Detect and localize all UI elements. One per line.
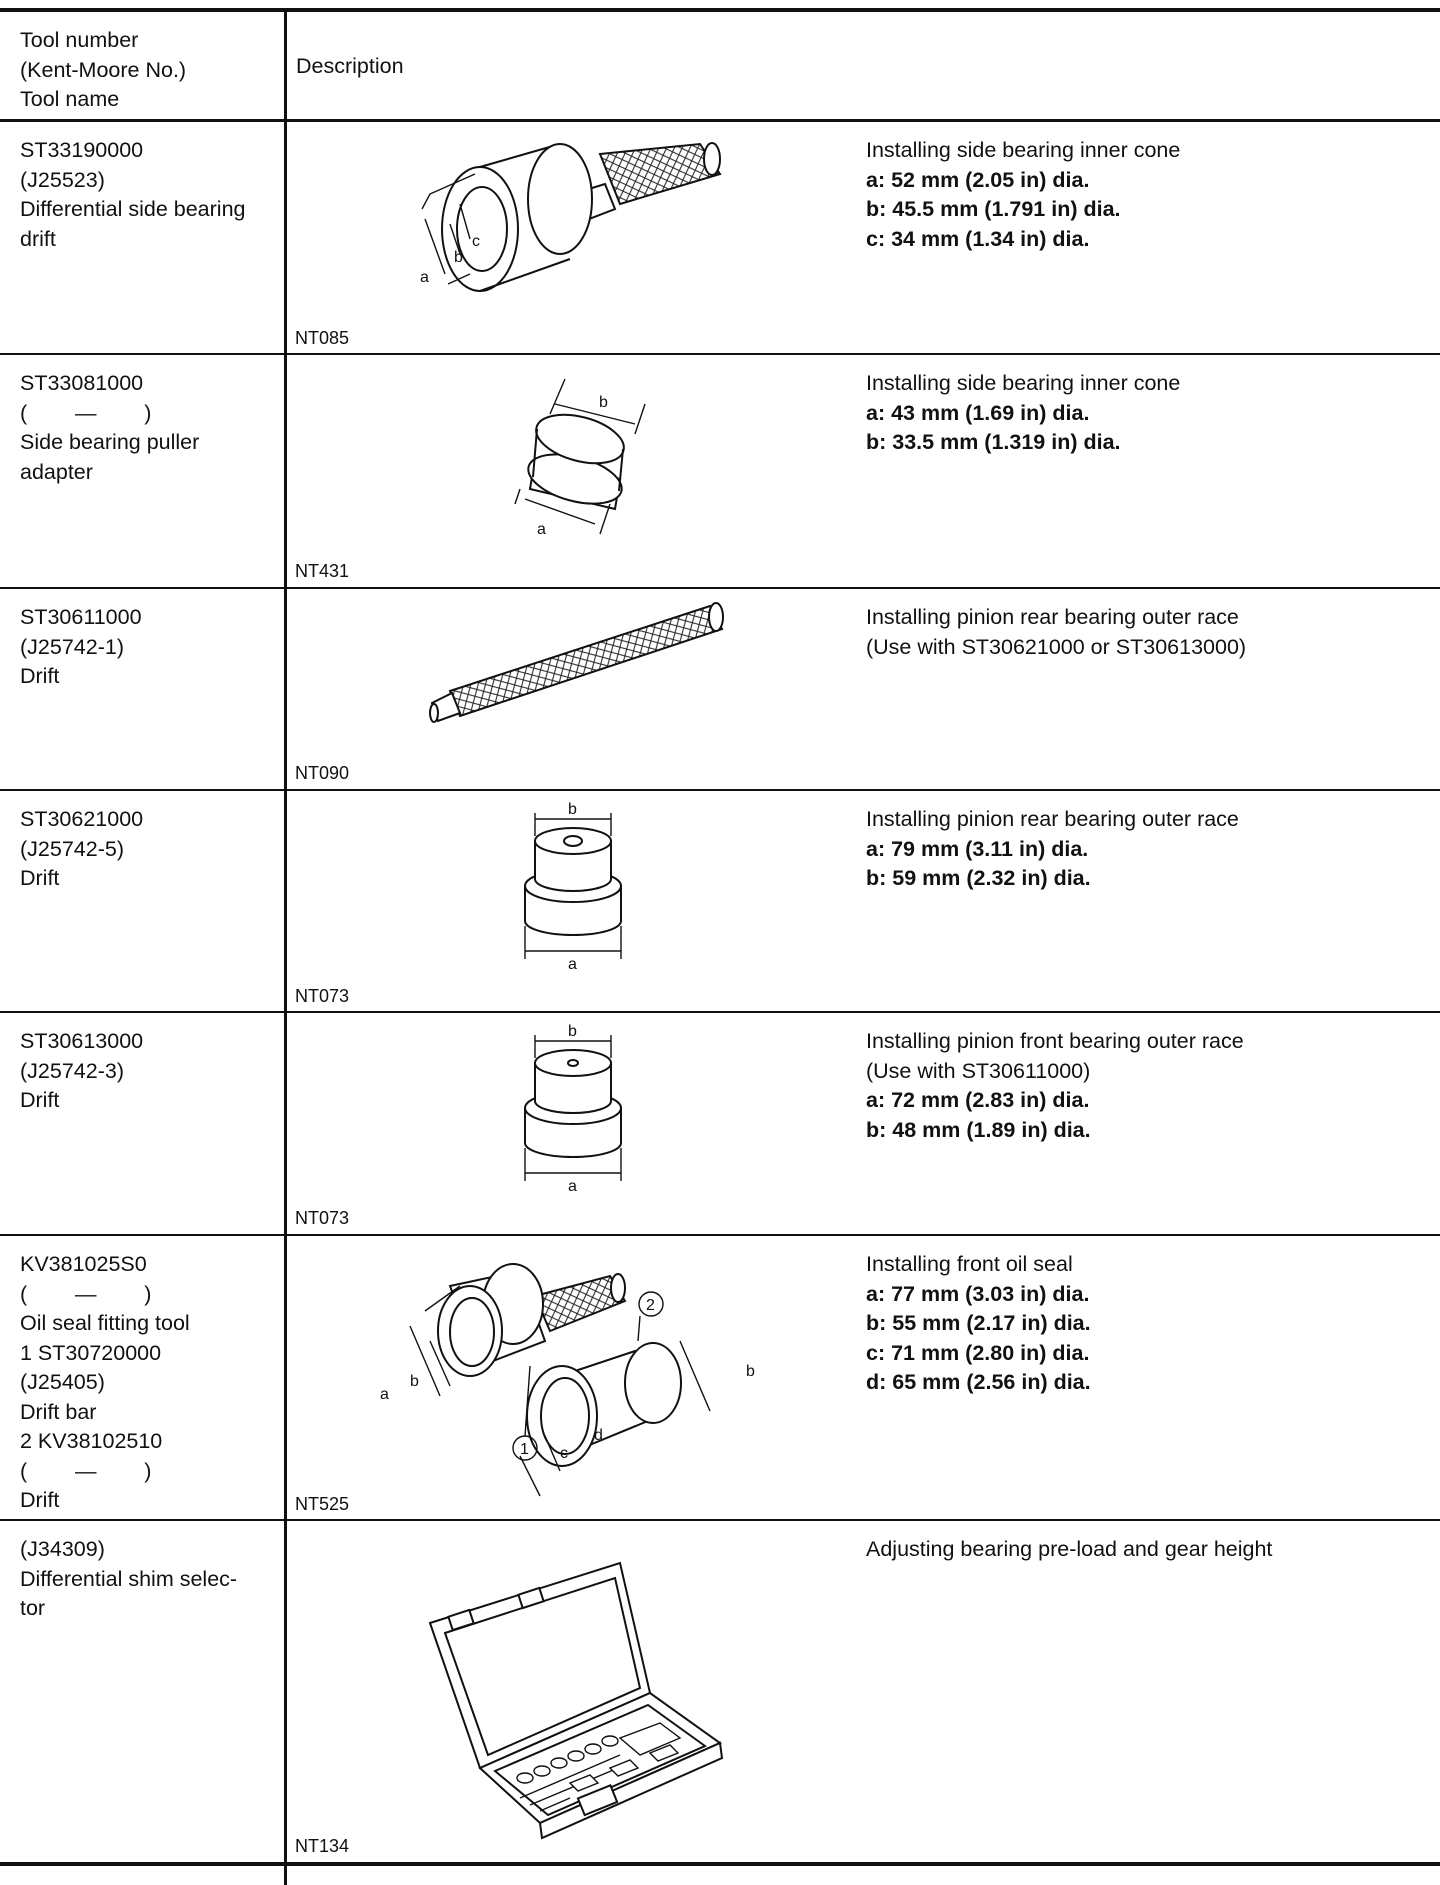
side-bearing-drift-illustration: [400, 134, 740, 334]
tool-number: ST33190000: [20, 138, 144, 162]
description-cell: [866, 1250, 1091, 1398]
tool-name: Differential side bearing: [20, 197, 246, 221]
dimension-spec: d: 65 mm (2.56 in) dia.: [866, 1370, 1091, 1394]
dimension-spec: a: 79 mm (3.11 in) dia.: [866, 836, 1089, 861]
kent-moore-number: (J25405): [20, 1370, 105, 1394]
table-header: [0, 12, 1440, 119]
header-kent-moore: (Kent-Moore No.): [20, 57, 187, 82]
tool-name: adapter: [20, 459, 93, 484]
table-row: [0, 1013, 1440, 1234]
description-text: Installing pinion rear bearing outer race: [866, 807, 1239, 831]
figure-code: NT525: [295, 1494, 350, 1514]
description-cell: [866, 1535, 1272, 1565]
description-text: Adjusting bearing pre-load and gear height: [866, 1537, 1273, 1561]
kent-moore-number: ( — ): [20, 400, 152, 425]
description-cell: [866, 1027, 1244, 1145]
header-tool-name: Tool name: [20, 87, 120, 111]
description-text: (Use with ST30621000 or ST30613000): [866, 634, 1247, 659]
table-row: [0, 1236, 1440, 1519]
tool-number: KV381025S0: [20, 1252, 147, 1276]
kent-moore-number: (J25742-5): [20, 836, 124, 861]
table-row: [0, 122, 1440, 353]
dimension-label-b: b: [568, 1023, 577, 1040]
dimension-label-b: b: [568, 801, 577, 818]
description-text: (Use with ST30611000): [866, 1058, 1091, 1083]
tool-number: 1 ST30720000: [20, 1340, 162, 1365]
tool-name: Differential shim selec-: [20, 1566, 238, 1591]
stepped-drift-illustration: [510, 801, 640, 976]
tool-number: ST33081000: [20, 371, 144, 395]
dimension-spec: b: 45.5 mm (1.791 in) dia.: [866, 197, 1121, 221]
side-bearing-puller-adapter-illustration: [495, 369, 665, 554]
tool-name: Drift: [20, 866, 60, 890]
tool-name: tor: [20, 1596, 46, 1620]
dimension-spec: a: 77 mm (3.03 in) dia.: [866, 1281, 1090, 1306]
figure-code: NT073: [295, 1208, 350, 1228]
description-cell: [866, 369, 1180, 458]
table-row: [0, 355, 1440, 587]
table-row: [0, 589, 1440, 789]
description-cell: [866, 805, 1239, 894]
figure-code: NT431: [295, 561, 350, 581]
kent-moore-number: ( — ): [20, 1281, 152, 1306]
tool-name: Drift bar: [20, 1399, 97, 1424]
dimension-spec: a: 52 mm (2.05 in) dia.: [866, 167, 1090, 192]
tool-number: ST30611000: [20, 605, 142, 629]
figure-code: NT085: [295, 328, 350, 348]
dimension-label-a: a: [568, 1178, 577, 1195]
tool-cell: [20, 369, 275, 487]
description-text: Installing pinion front bearing outer race: [866, 1029, 1244, 1053]
header-tool-column: [20, 26, 275, 115]
dimension-label-c: c: [560, 1445, 568, 1462]
description-cell: [866, 136, 1180, 254]
oil-seal-fitting-tool-illustration: [370, 1256, 770, 1496]
tool-cell: [20, 805, 275, 894]
header-tool-number: Tool number: [20, 28, 139, 52]
dimension-label-b: b: [410, 1373, 419, 1390]
header-description: Description: [296, 54, 404, 78]
tool-number: ST30613000: [20, 1029, 144, 1053]
dimension-label-a: a: [537, 521, 546, 538]
description-cell: [866, 603, 1246, 662]
dimension-spec: c: 71 mm (2.80 in) dia.: [866, 1340, 1090, 1365]
figure-code: NT134: [295, 1836, 350, 1856]
kent-moore-number: (J25742-3): [20, 1058, 124, 1083]
dimension-label-a: a: [420, 269, 429, 286]
tool-name: Drift: [20, 1088, 60, 1112]
kent-moore-number: (J25742-1): [20, 634, 124, 659]
dimension-label-c: c: [472, 233, 480, 250]
description-text: Installing front oil seal: [866, 1252, 1073, 1276]
tool-name: drift: [20, 226, 56, 251]
tool-number: ST30621000: [20, 807, 144, 831]
description-text: Installing pinion rear bearing outer race: [866, 605, 1239, 629]
shim-selector-case-illustration: [420, 1543, 730, 1843]
dimension-spec: b: 59 mm (2.32 in) dia.: [866, 866, 1091, 890]
figure-code: NT073: [295, 986, 350, 1006]
dimension-label-b: b: [746, 1363, 755, 1380]
stepped-drift-illustration: [510, 1023, 640, 1198]
tool-cell: [20, 1027, 275, 1116]
tool-cell: [20, 136, 275, 254]
dimension-spec: a: 72 mm (2.83 in) dia.: [866, 1088, 1090, 1112]
tool-cell: [20, 603, 275, 692]
dimension-spec: b: 48 mm (1.89 in) dia.: [866, 1117, 1091, 1142]
dimension-label-d: d: [594, 1427, 603, 1444]
dimension-spec: b: 55 mm (2.17 in) dia.: [866, 1311, 1091, 1335]
description-text: Installing side bearing inner cone: [866, 138, 1181, 162]
description-text: Installing side bearing inner cone: [866, 371, 1181, 395]
kent-moore-number: ( — ): [20, 1458, 152, 1483]
table-row: [0, 1521, 1440, 1862]
dimension-label-a: a: [568, 956, 577, 973]
dimension-spec: c: 34 mm (1.34 in) dia.: [866, 226, 1090, 251]
dimension-spec: b: 33.5 mm (1.319 in) dia.: [866, 430, 1121, 454]
kent-moore-number: (J25523): [20, 167, 105, 192]
tool-cell: [20, 1535, 275, 1624]
tool-name: Drift: [20, 1488, 60, 1512]
dimension-label-a: a: [380, 1386, 389, 1403]
figure-code: NT090: [295, 763, 350, 783]
tool-cell: [20, 1250, 275, 1516]
table-bottom-rule: [0, 1862, 1440, 1866]
part-number-1: 1: [520, 1441, 529, 1458]
table-row: [0, 791, 1440, 1011]
tool-number: 2 KV38102510: [20, 1429, 163, 1453]
dimension-label-b: b: [454, 249, 463, 266]
tool-name: Side bearing puller: [20, 430, 200, 454]
kent-moore-number: (J34309): [20, 1537, 105, 1561]
drift-bar-illustration: [420, 601, 740, 751]
part-number-2: 2: [646, 1297, 655, 1314]
tool-name: Drift: [20, 664, 60, 688]
dimension-spec: a: 43 mm (1.69 in) dia.: [866, 400, 1090, 425]
dimension-label-b: b: [599, 394, 608, 411]
tool-name: Oil seal fitting tool: [20, 1311, 190, 1335]
